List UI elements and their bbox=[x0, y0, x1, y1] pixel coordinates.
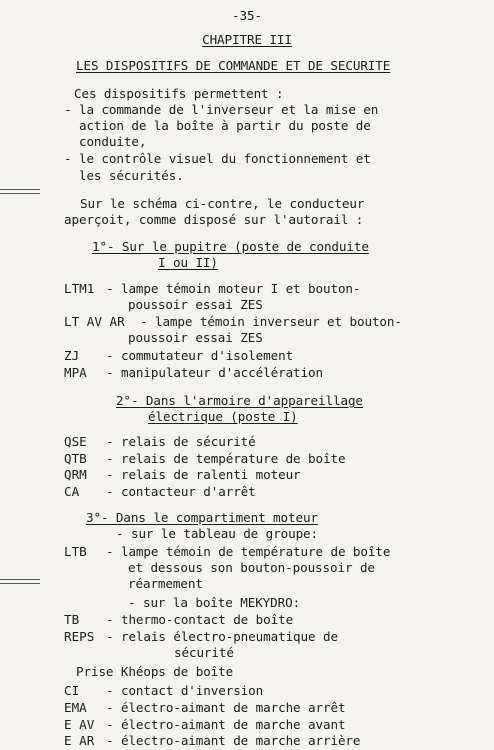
item-code: E AR bbox=[64, 733, 95, 748]
item-text: - relais de température de boîte bbox=[106, 451, 346, 466]
item-text: poussoir essai ZES bbox=[128, 297, 263, 312]
item-text: - relais de sécurité bbox=[106, 434, 256, 449]
margin-mark bbox=[0, 579, 40, 580]
subheading: - sur la boîte MEKYDRO: bbox=[128, 595, 301, 610]
intro-line: action de la boîte à partir du poste de bbox=[64, 118, 371, 133]
item-code: LTB bbox=[64, 544, 87, 559]
item-code: QRM bbox=[64, 467, 87, 482]
section-heading: 2°- Dans l'armoire d'appareillage bbox=[116, 393, 363, 408]
item-text: - relais de ralenti moteur bbox=[106, 467, 301, 482]
intro-line: Ces dispositifs permettent : bbox=[74, 86, 284, 101]
item-code: QSE bbox=[64, 434, 87, 449]
lead-line: Sur le schéma ci-contre, le conducteur bbox=[80, 196, 365, 211]
item-code: LT AV AR bbox=[64, 314, 125, 329]
page-number: -35- bbox=[232, 8, 262, 23]
item-text: sécurité bbox=[174, 645, 234, 660]
chapter-heading: CHAPITRE III bbox=[202, 32, 292, 47]
item-text: - lampe témoin de température de boîte bbox=[106, 544, 391, 559]
item-text: - lampe témoin inverseur et bouton- bbox=[140, 314, 402, 329]
lead-line: aperçoit, comme disposé sur l'autorail : bbox=[64, 212, 364, 227]
intro-line: - la commande de l'inverseur et la mise en bbox=[64, 102, 379, 117]
item-text: - électro-aimant de marche arrêt bbox=[106, 700, 346, 715]
intro-line: - le contrôle visuel du fonctionnement et bbox=[64, 151, 371, 166]
item-code: LTM1 bbox=[64, 281, 95, 296]
subheading: Prise Khéops de boîte bbox=[76, 664, 234, 679]
item-code: E AV bbox=[64, 717, 95, 732]
item-code: EMA bbox=[64, 700, 87, 715]
item-code: QTB bbox=[64, 451, 87, 466]
item-code: CA bbox=[64, 484, 80, 499]
margin-mark bbox=[0, 189, 40, 190]
item-code: ZJ bbox=[64, 348, 80, 363]
section-heading: électrique (poste I) bbox=[148, 409, 298, 424]
intro-line: conduite, bbox=[64, 134, 147, 149]
item-text: - thermo-contact de boîte bbox=[106, 612, 294, 627]
item-code: MPA bbox=[64, 365, 87, 380]
item-code: CI bbox=[64, 683, 80, 698]
item-text: et dessous son bouton-poussoir de bbox=[128, 560, 375, 575]
item-text: - électro-aimant de marche arrière bbox=[106, 733, 361, 748]
item-text: - électro-aimant de marche avant bbox=[106, 717, 346, 732]
item-text: réarmement bbox=[128, 576, 203, 591]
item-text: - contact d'inversion bbox=[106, 683, 264, 698]
item-text: poussoir essai ZES bbox=[128, 330, 263, 345]
margin-mark bbox=[0, 583, 40, 584]
item-text: - manipulateur d'accélération bbox=[106, 365, 323, 380]
margin-mark bbox=[0, 193, 40, 194]
item-text: - commutateur d'isolement bbox=[106, 348, 294, 363]
intro-line: les sécurités. bbox=[64, 168, 184, 183]
section-heading: 3°- Dans le compartiment moteur bbox=[86, 510, 318, 525]
item-text: - contacteur d'arrêt bbox=[106, 484, 256, 499]
item-code: TB bbox=[64, 612, 80, 627]
item-text: - lampe témoin moteur I et bouton- bbox=[106, 281, 361, 296]
section-heading: 1°- Sur le pupitre (poste de conduite bbox=[92, 239, 369, 254]
item-code: REPS bbox=[64, 629, 95, 644]
section-heading: I ou II) bbox=[158, 255, 218, 270]
chapter-title: LES DISPOSITIFS DE COMMANDE ET DE SECURITE bbox=[76, 58, 391, 73]
item-text: - relais électro-pneumatique de bbox=[106, 629, 338, 644]
subheading: - sur le tableau de groupe: bbox=[116, 526, 319, 541]
